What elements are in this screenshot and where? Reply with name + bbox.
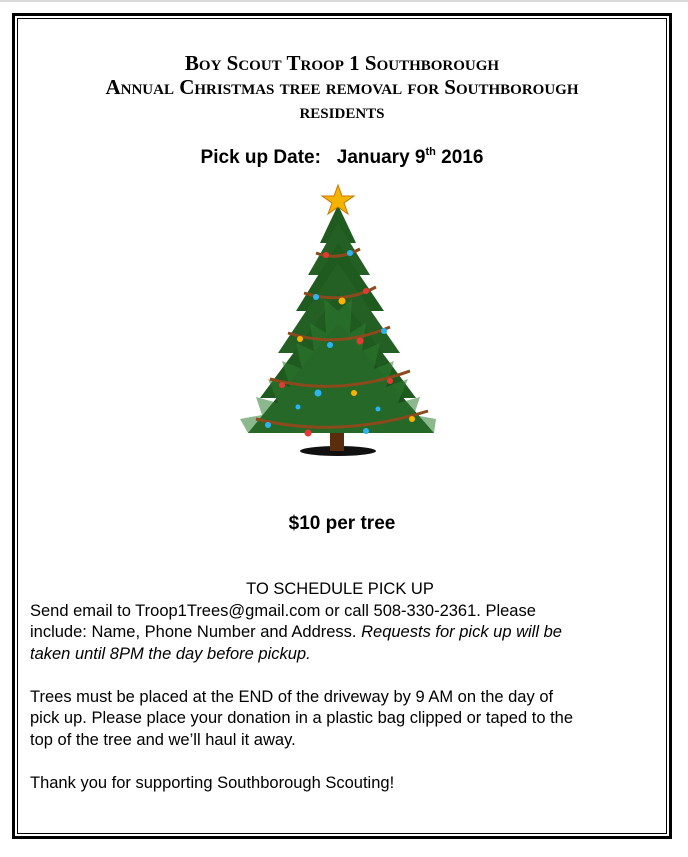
schedule-deadline-note: Requests for pick up will be [361, 623, 562, 641]
instructions-line-3: top of the tree and we’ll haul it away. [30, 730, 296, 749]
price: $10 per tree [288, 513, 396, 534]
pickup-date-day: January 9 [336, 147, 426, 168]
instructions-line-1: Trees must be placed at the END of the driveway by 9 AM on the day of [30, 687, 554, 706]
header-subtitle: Annual Christmas tree removal for Southborough [105, 75, 579, 99]
schedule-deadline-note-continued: taken until 8PM the day before pickup. [30, 644, 311, 663]
schedule-line-1: Send email to Troop1Trees@gmail.com or call 508-330-2361. Please [30, 601, 536, 620]
header-title: Boy Scout Troop 1 Southborough [184, 51, 500, 75]
flyer-header [20, 51, 664, 123]
instructions-line-2: pick up. Please place your donation in a plastic bag clipped or taped to the [30, 709, 574, 727]
schedule-heading: TO SCHEDULE PICK UP [246, 580, 434, 598]
christmas-tree-icon [238, 183, 444, 461]
flyer-body [30, 579, 650, 794]
header-subtitle-continued: residents [299, 99, 385, 123]
top-rule [0, 0, 688, 2]
schedule-line-2-text: include: Name, Phone Number and Address. [30, 623, 362, 641]
pickup-date-year: 2016 [441, 147, 484, 168]
pickup-label: Pick up Date: [200, 147, 321, 168]
pickup-date [20, 146, 664, 170]
pickup-date-ordinal: th [425, 146, 436, 158]
schedule-line-2 [30, 622, 650, 644]
thank-you-note: Thank you for supporting Southborough Scouting! [30, 773, 395, 792]
